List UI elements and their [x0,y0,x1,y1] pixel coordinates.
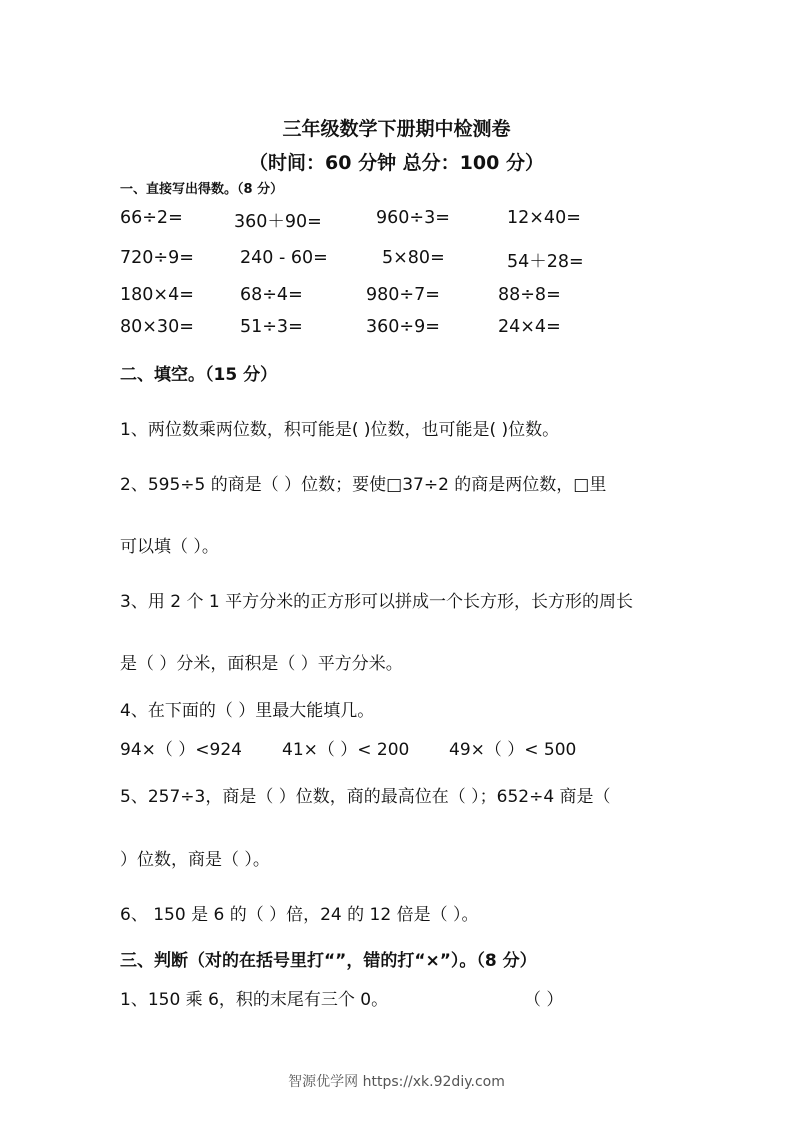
question-3-line2: 是（ ）分米，面积是（ ）平方分米。 [120,654,403,674]
question-2-line1: 2、595÷5 的商是（ ）位数；要使□37÷2 的商是两位数，□里 [120,475,607,495]
section3-heading: 三、判断（对的在括号里打“”，错的打“×”）。（8 分） [120,951,537,971]
page-title: 三年级数学下册期中检测卷 [282,118,511,140]
section2-heading: 二、填空。（15 分） [120,365,278,385]
inequality-item: 41×（ ）< 200 [282,740,410,760]
answer-parentheses: （ ） [524,990,564,1010]
calc-item: 54＋28= [507,252,584,272]
inequality-item: 94×（ ）<924 [120,740,242,760]
section1-heading: 一、直接写出得数。（8 分） [120,182,284,197]
question-5-line2: ）位数，商是（ ）。 [120,850,270,870]
calc-item: 240 - 60= [240,248,328,268]
judgment-question-1: 1、150 乘 6，积的末尾有三个 0。 [120,990,389,1010]
calc-item: 360＋90= [234,212,322,232]
calc-item: 12×40= [507,208,581,228]
calc-item: 720÷9= [120,248,194,268]
calc-item: 80×30= [120,317,194,337]
footer-watermark: 智源优学网 https://xk.92diy.com [288,1074,505,1090]
calc-item: 88÷8= [498,285,561,305]
question-5-line1: 5、257÷3，商是（ ）位数，商的最高位在（ ）；652÷4 商是（ [120,787,611,807]
question-1: 1、两位数乘两位数，积可能是( )位数，也可能是( )位数。 [120,420,560,440]
calc-item: 360÷9= [366,317,440,337]
question-4: 4、在下面的（ ）里最大能填几。 [120,701,375,721]
calc-item: 960÷3= [376,208,450,228]
question-3-line1: 3、用 2 个 1 平方分米的正方形可以拼成一个长方形，长方形的周长 [120,592,634,612]
calc-item: 24×4= [498,317,561,337]
page-subtitle: （时间：60 分钟 总分：100 分） [249,152,544,174]
inequality-item: 49×（ ）< 500 [449,740,577,760]
question-6: 6、 150 是 6 的（ ）倍，24 的 12 倍是（ ）。 [120,905,479,925]
calc-item: 980÷7= [366,285,440,305]
calc-item: 66÷2= [120,208,183,228]
calc-item: 68÷4= [240,285,303,305]
calc-item: 180×4= [120,285,194,305]
calc-item: 5×80= [382,248,445,268]
question-2-line2: 可以填（ ）。 [120,537,219,557]
calc-item: 51÷3= [240,317,303,337]
